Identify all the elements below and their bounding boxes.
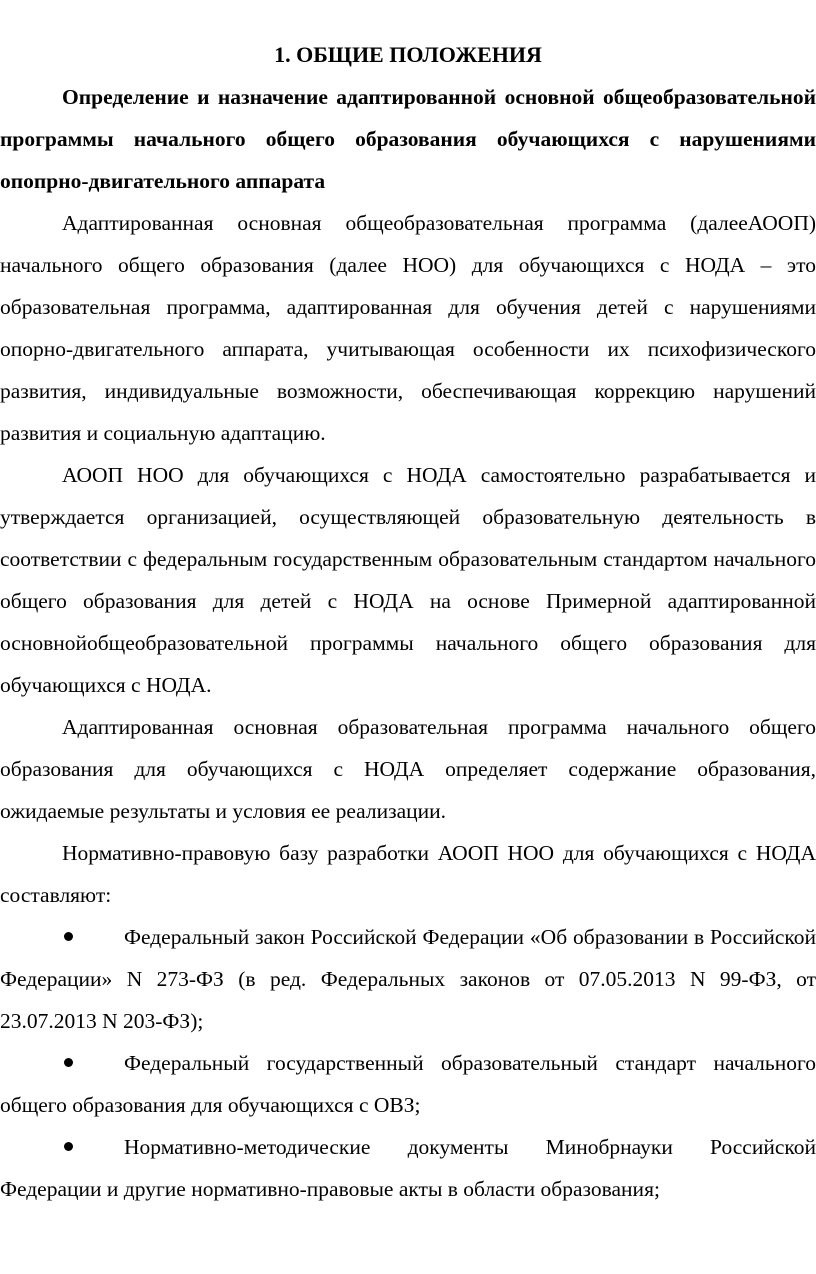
list-item-text: Федеральный государственный образовательный стандарт начального общего образования для обучающихся с ОВЗ; bbox=[0, 1051, 816, 1117]
paragraph-legal-basis: Нормативно-правовую базу разработки АООП НОО для обучающихся с НОДА составляют: bbox=[0, 841, 816, 907]
list-item bbox=[0, 1126, 816, 1210]
paragraph-development: АООП НОО для обучающихся с НОДА самостоятельно разрабатывается и утверждается организацией, осуществляющей образовательную деятельность в соответствии с федеральным государственным образовательным стандартом начального общего образования для детей с НОДА на основе Примерной адаптированной основнойобщеобразовательной программы начального общего образования для обучающихся с НОДА. bbox=[0, 463, 816, 697]
section-heading: 1. ОБЩИЕ ПОЛОЖЕНИЯ bbox=[274, 42, 542, 67]
list-item-text: Нормативно-методические документы Минобрнауки Российской Федерации и другие нормативно-правовые акты в области образования; bbox=[0, 1135, 816, 1201]
list-item bbox=[0, 1042, 816, 1126]
paragraph-definition: Адаптированная основная общеобразовательная программа (далееАООП) начального общего образования (далее НОО) для обучающихся с НОДА – это образовательная программа, адаптированная для обучения детей с нарушениями опорно-двигательного аппарата, учитывающая особенности их психофизического развития, индивидуальные возможности, обеспечивающая коррекцию нарушений развития и социальную адаптацию. bbox=[0, 211, 816, 445]
bullet-icon bbox=[64, 932, 73, 941]
list-item bbox=[0, 916, 816, 1042]
legal-basis-list bbox=[0, 916, 816, 1210]
subsection-heading: Определение и назначение адаптированной основной общеобразовательной программы начального общего образования обучающихся с нарушениями опопрно-двигательного аппарата bbox=[0, 85, 816, 193]
bullet-icon bbox=[64, 1058, 73, 1067]
bullet-icon bbox=[64, 1142, 73, 1151]
paragraph-content: Адаптированная основная образовательная программа начального общего образования для обучающихся с НОДА определяет содержание образования, ожидаемые результаты и условия ее реализации. bbox=[0, 715, 816, 823]
list-item-text: Федеральный закон Российской Федерации «Об образовании в Российской Федерации» N 273-ФЗ (в ред. Федеральных законов от 07.05.2013 N 99-ФЗ, от 23.07.2013 N 203-ФЗ); bbox=[0, 925, 816, 1033]
